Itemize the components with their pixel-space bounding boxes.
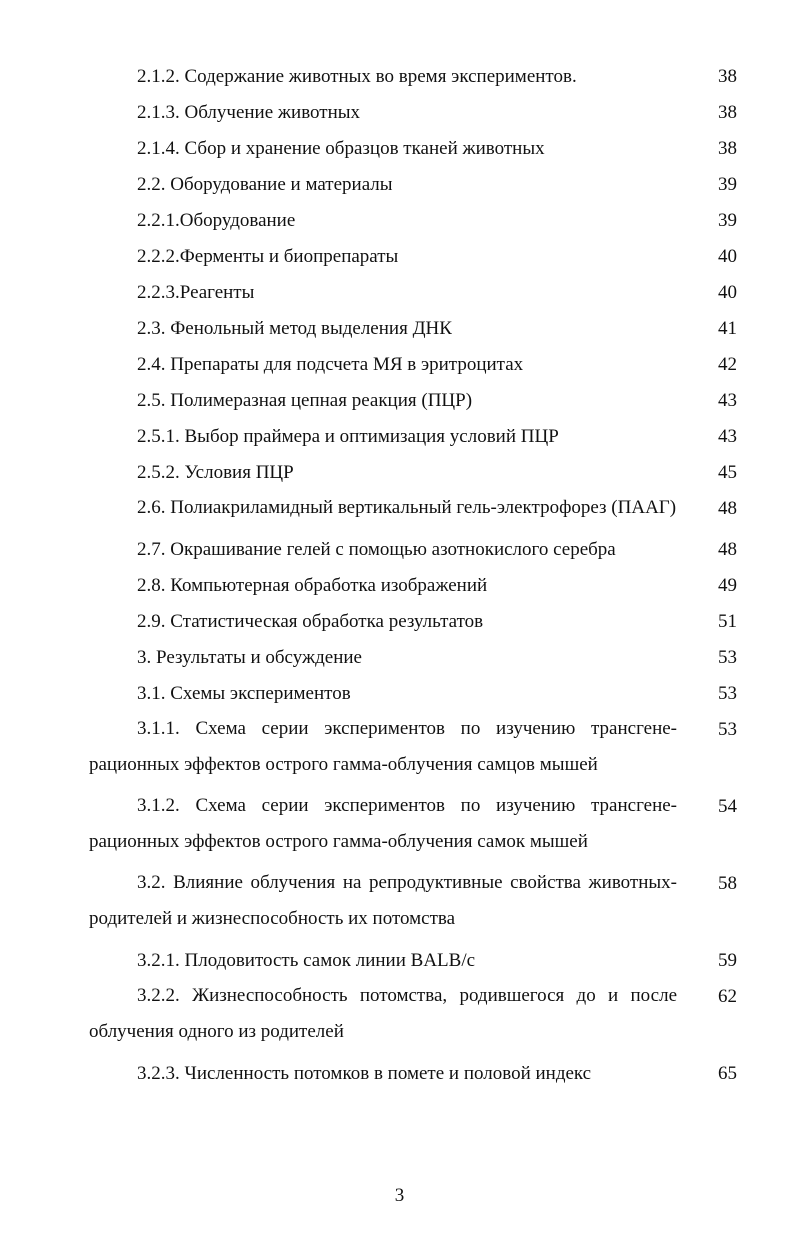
toc-entry-page: 45 — [718, 462, 737, 483]
toc-entry-title: 2.1.2. Содержание животных во время экспериментов. — [137, 66, 577, 87]
toc-entry-title: 2.7. Окрашивание гелей с помощью азотнокислого серебра — [137, 539, 616, 560]
toc-entry-page: 65 — [718, 1063, 737, 1084]
toc-entry-title: 2.9. Статистическая обработка результатов — [137, 611, 484, 632]
toc-entry-page: 38 — [718, 138, 737, 159]
toc-entry-title: 3.1.1. Схема серии экспериментов по изучению трансгенерационных эффектов острого гамма-облучения самцов мышей — [89, 718, 677, 775]
page-number: 3 — [394, 1185, 405, 1206]
toc-entry — [89, 208, 737, 233]
toc-entry-title: 2.2. Оборудование и материалы — [137, 174, 393, 195]
toc-entry — [89, 681, 737, 706]
toc-entry — [89, 984, 737, 1050]
toc-entry-title: 3.2. Влияние облучения на репродуктивные свойства животных-родителей и жизнеспособность их потомства — [89, 872, 677, 929]
toc-entry-page: 62 — [718, 986, 737, 1007]
toc-entry — [89, 948, 737, 973]
toc-entry-page: 59 — [718, 950, 737, 971]
toc-entry-title: 3.1. Схемы экспериментов — [137, 683, 351, 704]
toc-entry-page: 40 — [718, 246, 737, 267]
toc-entry — [89, 794, 737, 860]
toc-entry-title: 3.2.3. Численность потомков в помете и половой индекс — [137, 1063, 592, 1084]
toc-entry-title: 2.1.4. Сбор и хранение образцов тканей животных — [137, 138, 545, 159]
toc-entry — [89, 100, 737, 125]
toc-entry — [89, 388, 737, 413]
toc-entry — [89, 717, 737, 783]
toc-entry-page: 43 — [718, 426, 737, 447]
toc-entry-title: 2.2.1.Оборудование — [137, 210, 296, 231]
toc-entry-title: 2.8. Компьютерная обработка изображений — [137, 575, 488, 596]
toc-entry — [89, 424, 737, 449]
toc-entry-title: 3.2.2. Жизнеспособность потомства, родившегося до и после облучения одного из родителей — [89, 985, 677, 1042]
toc-entry-title: 2.2.2.Ферменты и биопрепараты — [137, 246, 399, 267]
toc-entry-page: 41 — [718, 318, 737, 339]
toc-entry-page: 54 — [718, 796, 737, 817]
toc-entry-title: 2.6. Полиакриламидный вертикальный гель-электрофорез (ПААГ) — [137, 497, 677, 518]
toc-entry-page: 42 — [718, 354, 737, 375]
toc-entry-page: 51 — [718, 611, 737, 632]
toc-entry-page: 53 — [718, 683, 737, 704]
toc-entry — [89, 537, 737, 562]
toc-entry-page: 48 — [718, 498, 737, 519]
toc-entry-page: 40 — [718, 282, 737, 303]
toc-entry — [89, 136, 737, 161]
toc-entry-title: 3.2.1. Плодовитость самок линии BALB/c — [137, 950, 476, 971]
toc-entry-page: 58 — [718, 873, 737, 894]
toc-entry-title: 3. Результаты и обсуждение — [137, 647, 362, 668]
toc-entry-page: 49 — [718, 575, 737, 596]
toc-entry-title: 2.3. Фенольный метод выделения ДНК — [137, 318, 452, 339]
toc-entry — [89, 280, 737, 305]
toc-entry — [89, 172, 737, 197]
table-of-contents — [89, 64, 737, 1097]
toc-entry-page: 53 — [718, 719, 737, 740]
toc-entry — [89, 460, 737, 485]
toc-entry-title: 2.5.2. Условия ПЦР — [137, 462, 294, 483]
toc-entry — [89, 1061, 737, 1086]
toc-entry-title: 2.2.3.Реагенты — [137, 282, 255, 303]
toc-entry — [89, 316, 737, 341]
toc-entry-title: 2.5.1. Выбор праймера и оптимизация условий ПЦР — [137, 426, 559, 447]
toc-entry-page: 38 — [718, 66, 737, 87]
toc-entry-page: 53 — [718, 647, 737, 668]
toc-entry-title: 2.4. Препараты для подсчета МЯ в эритроцитах — [137, 354, 524, 375]
toc-entry-page: 43 — [718, 390, 737, 411]
toc-entry — [89, 573, 737, 598]
toc-entry — [89, 244, 737, 269]
toc-entry-title: 2.5. Полимеразная цепная реакция (ПЦР) — [137, 390, 473, 411]
toc-entry — [89, 871, 737, 937]
toc-entry-page: 39 — [718, 174, 737, 195]
toc-entry-title: 2.1.3. Облучение животных — [137, 102, 361, 123]
toc-entry-page: 38 — [718, 102, 737, 123]
toc-entry-title: 3.1.2. Схема серии экспериментов по изучению трансгенерационных эффектов острого гамма-облучения самок мышей — [89, 795, 677, 852]
toc-entry — [89, 609, 737, 634]
toc-entry — [89, 352, 737, 377]
toc-entry — [89, 64, 737, 89]
toc-entry-page: 48 — [718, 539, 737, 560]
toc-entry — [89, 645, 737, 670]
toc-entry-page: 39 — [718, 210, 737, 231]
toc-entry — [89, 496, 737, 526]
